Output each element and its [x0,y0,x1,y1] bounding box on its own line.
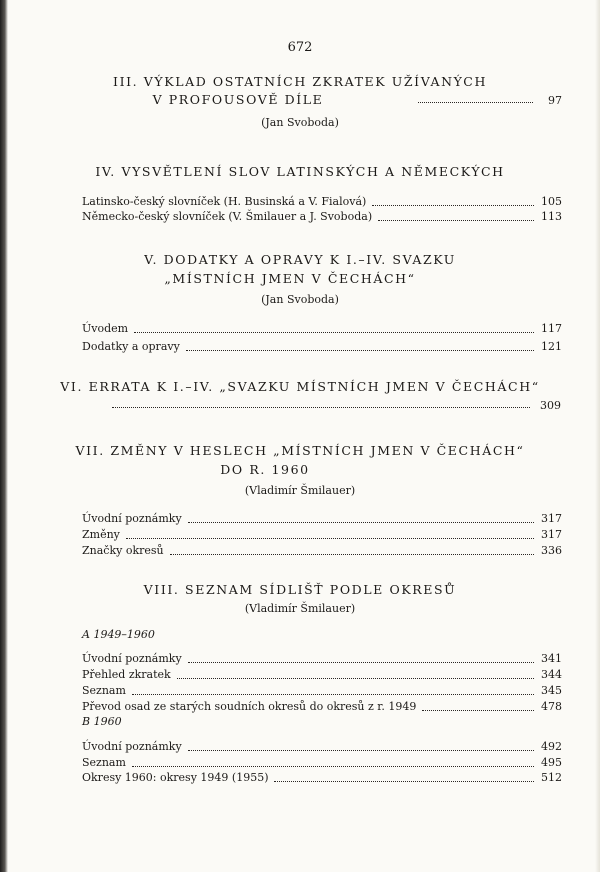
toc-entry-page: 121 [541,340,562,353]
section-viii-author: (Vladimír Šmilauer) [244,602,356,615]
toc-entry-label: Úvodní poznámky [82,740,182,753]
toc-entry[interactable] [82,650,562,666]
section-vii-author: (Vladimír Šmilauer) [244,484,356,497]
toc-entry[interactable] [82,208,562,224]
toc-entry-page: 105 [541,195,562,208]
toc-entry-label: Změny [82,528,120,541]
dot-leader [422,709,534,711]
toc-entry-page: 317 [541,528,562,541]
dot-leader [132,765,534,767]
toc-entry-page: 344 [541,668,562,681]
section-iii-leader [418,101,533,103]
toc-entry-page: 117 [541,322,562,335]
section-vii-heading [0,441,600,479]
toc-entry-label: Latinsko-český slovníček (H. Businská a V. Fialová) [82,195,367,208]
section-iii-line2: V PROFOUSOVĚ DÍLE [152,92,324,107]
dot-leader [378,219,534,221]
toc-entry[interactable] [82,338,562,354]
toc-entry[interactable] [82,510,562,526]
section-iv-heading [0,162,600,181]
section-iv-title: IV. VYSVĚTLENÍ SLOV LATINSKÝCH A NĚMECKÝCH [95,164,505,179]
dot-leader [126,537,534,539]
dot-leader [188,521,534,523]
section-vi-page: 309 [540,399,561,412]
toc-entry-label: Okresy 1960: okresy 1949 (1955) [82,771,269,784]
section-vi-title: VI. ERRATA K I.–IV. „SVAZKU MÍSTNÍCH JMEN V ČECHÁCH“ [60,379,540,394]
dot-leader [274,780,534,782]
section-iii-line1: III. VÝKLAD OSTATNÍCH ZKRATEK UŽÍVANÝCH [113,74,487,89]
toc-entry-label: Seznam [82,684,126,697]
section-vi-leader [112,406,530,408]
dot-leader [177,677,534,679]
toc-entry-label: Německo-český slovníček (V. Šmilauer a J. Svoboda) [82,210,373,223]
toc-entry[interactable] [82,526,562,542]
section-vii-line2: DO R. 1960 [220,462,310,477]
toc-entry-label: Značky okresů [82,544,164,557]
toc-entry-label: Úvodní poznámky [82,652,182,665]
part-b-heading: B 1960 [82,715,122,728]
toc-entry-label: Převod osad ze starých soudních okresů do okresů z r. 1949 [82,700,417,713]
toc-entry[interactable] [82,193,562,209]
section-iii-author: (Jan Svoboda) [261,116,339,129]
section-v-line2: „MÍSTNÍCH JMEN V ČECHÁCH“ [164,271,416,286]
section-vi-heading [0,377,600,396]
toc-entry-page: 336 [541,544,562,557]
toc-entry[interactable] [82,754,562,770]
section-iii-page: 97 [548,94,562,107]
toc-entry-page: 492 [541,740,562,753]
section-iii-heading [0,72,600,91]
toc-entry-page: 341 [541,652,562,665]
section-v-heading [0,250,600,288]
page-edge-shadow [0,0,8,872]
toc-entry-label: Úvodem [82,322,129,335]
section-vii-line1: VII. ZMĚNY V HESLECH „MÍSTNÍCH JMEN V ČECHÁCH“ [75,443,525,458]
toc-entry-label: Úvodní poznámky [82,512,182,525]
dot-leader [372,204,534,206]
toc-entry[interactable] [82,320,562,336]
toc-entry[interactable] [82,769,562,785]
section-v-author: (Jan Svoboda) [261,293,339,306]
part-a-heading: A 1949–1960 [82,628,155,641]
toc-entry[interactable] [82,666,562,682]
toc-entry-label: Dodatky a opravy [82,340,180,353]
section-v-line1: V. DODATKY A OPRAVY K I.–IV. SVAZKU [144,252,456,267]
toc-entry[interactable] [82,738,562,754]
dot-leader [188,661,534,663]
toc-entry-page: 495 [541,756,562,769]
section-iii-heading-line2 [0,90,538,109]
dot-leader [132,693,534,695]
toc-entry-page: 345 [541,684,562,697]
page-number: 672 [287,40,313,55]
dot-leader [186,349,534,351]
dot-leader [134,331,534,333]
section-viii-heading [0,580,600,599]
toc-entry-page: 512 [541,771,562,784]
toc-entry[interactable] [82,542,562,558]
dot-leader [188,749,534,751]
toc-entry[interactable] [82,698,562,714]
toc-entry-page: 317 [541,512,562,525]
dot-leader [170,553,534,555]
page-edge-right [595,0,600,872]
toc-entry[interactable] [82,682,562,698]
toc-entry-page: 113 [541,210,562,223]
toc-entry-label: Seznam [82,756,126,769]
toc-entry-page: 478 [541,700,562,713]
section-viii-title: VIII. SEZNAM SÍDLIŠŤ PODLE OKRESŮ [143,582,457,597]
toc-entry-label: Přehled zkratek [82,668,171,681]
